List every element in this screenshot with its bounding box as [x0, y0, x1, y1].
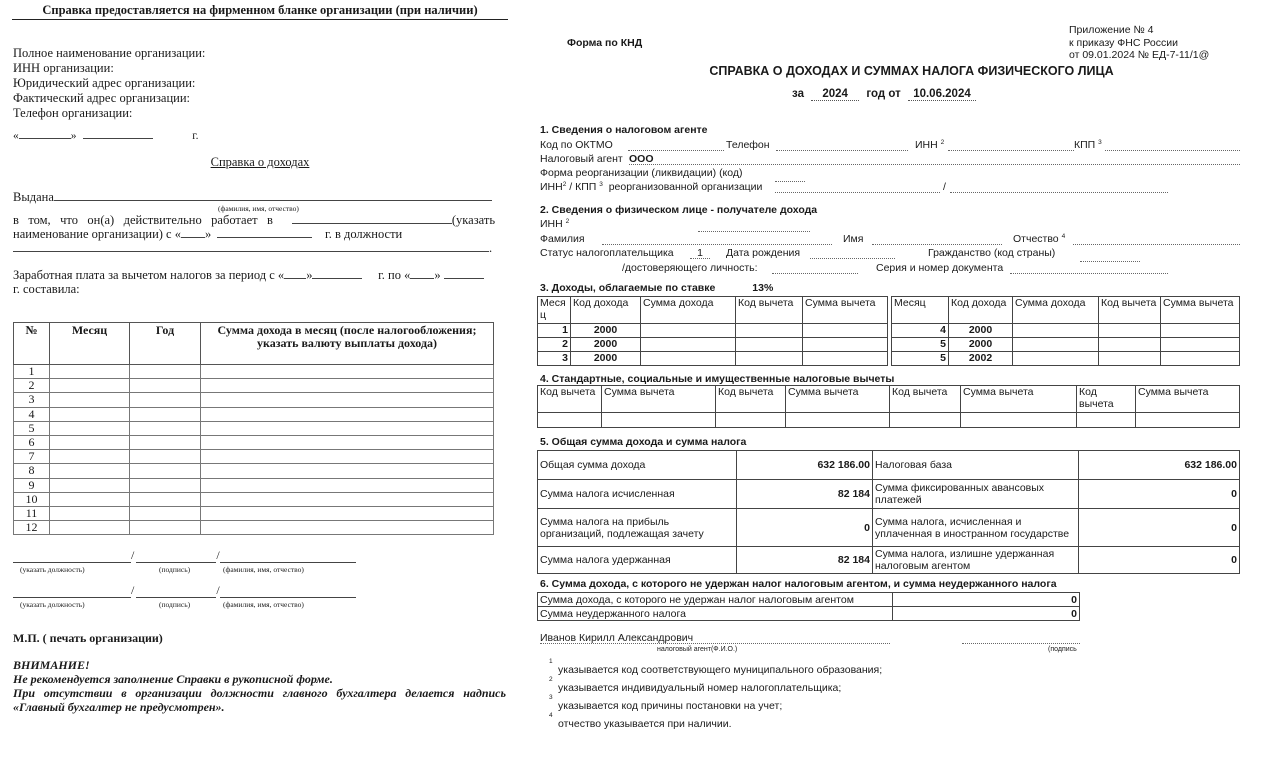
table-header-row [14, 323, 494, 365]
org-legal-address-label: Юридический адрес организации: [13, 76, 196, 90]
signatory-row [540, 632, 1255, 645]
income-code-cell: 2000 [949, 338, 1013, 352]
month-cell[interactable] [50, 365, 130, 379]
signature-block-1: / / (указать должность) (подпись) (фамилия, имя, отчество) [13, 548, 358, 574]
birth-date-field[interactable] [810, 247, 895, 259]
month-cell: 1 [538, 324, 571, 338]
unwithheld-value: 0 [893, 593, 1080, 607]
table-header-row: Меся ц Код дохода Сумма дохода Код вычета Сумма вычета [538, 297, 888, 324]
month-cell[interactable] [50, 521, 130, 535]
total-label: Сумма налога, излишне удержанная налоговым агентом [873, 547, 1079, 574]
month-cell[interactable] [50, 435, 130, 449]
doc-series-field[interactable] [1010, 262, 1168, 274]
table-row [538, 338, 888, 352]
deduction-sum-cell[interactable] [803, 352, 888, 366]
warning-note [13, 658, 506, 714]
deduction-sum-cell[interactable] [1161, 352, 1240, 366]
total-value: 632 186.00 [1079, 451, 1240, 480]
income-cell[interactable] [201, 407, 494, 421]
income-cell[interactable] [201, 421, 494, 435]
issued-to-field[interactable] [54, 190, 492, 201]
left-income-certificate [0, 0, 520, 777]
deduction-sum-cell[interactable] [1136, 413, 1240, 428]
year-cell[interactable] [130, 450, 201, 464]
reorg-inn-kpp-row: ИНН$^2$ / КПП $^3$ реорганизованной организации / [540, 181, 1255, 194]
start-day-field[interactable] [181, 227, 205, 238]
period-from-day-field[interactable] [284, 268, 306, 279]
section6-title: 6. Сумма дохода, с которого не удержан налог налоговым агентом, и сумма неудержанного налога [540, 578, 1057, 590]
year-field[interactable]: 2024 [811, 88, 859, 101]
stamp-label: М.П. ( печать организации) [13, 631, 163, 645]
income-cell[interactable] [201, 379, 494, 393]
income-cell[interactable] [201, 464, 494, 478]
total-label: Сумма налога удержанная [538, 547, 737, 574]
section5-title: 5. Общая сумма дохода и сумма налога [540, 436, 747, 448]
col-year: Год [130, 323, 201, 365]
income-code-cell: 2000 [571, 352, 641, 366]
first-name-field[interactable] [872, 233, 1002, 245]
footnote: 4 отчество указывается при наличии. [549, 712, 732, 730]
income-code-cell: 2002 [949, 352, 1013, 366]
row-number: 8 [14, 464, 50, 478]
month-cell[interactable] [50, 492, 130, 506]
year-cell[interactable] [130, 492, 201, 506]
agent-name-field[interactable]: ООО [629, 153, 1240, 165]
period-from-month-field[interactable] [312, 268, 362, 279]
total-value: 82 184 [737, 547, 873, 574]
signatory-sign-field[interactable] [962, 632, 1080, 644]
citizenship-field[interactable] [1080, 250, 1140, 262]
total-value: 0 [1079, 547, 1240, 574]
salary-paragraph: Заработная плата за вычетом налогов за период с « » г. по « » г. составила: [13, 268, 495, 296]
table-row [538, 593, 1080, 607]
deduction-code-cell[interactable] [736, 324, 803, 338]
total-value: 0 [1079, 509, 1240, 547]
deduction-sum-cell[interactable] [1161, 338, 1240, 352]
deduction-code-cell[interactable] [1099, 324, 1161, 338]
table-row [14, 450, 494, 464]
total-value: 82 184 [737, 480, 873, 509]
col-deduction-code: Код вычета [538, 386, 602, 413]
month-cell[interactable] [50, 506, 130, 520]
footnote: 1 указывается код соответствующего муниципального образования; [549, 658, 883, 676]
year-cell[interactable] [130, 506, 201, 520]
certificate-title: СПРАВКА О ДОХОДАХ И СУММАХ НАЛОГА ФИЗИЧЕСКОГО ЛИЦА [709, 64, 1114, 78]
org-full-name-label: Полное наименование организации: [13, 46, 206, 60]
month-cell[interactable] [50, 379, 130, 393]
total-label: Общая сумма дохода [538, 451, 737, 480]
deduction-code-cell[interactable] [736, 338, 803, 352]
table-row [538, 352, 888, 366]
agent-kpp-field[interactable] [1105, 139, 1240, 151]
position-signature-field[interactable] [13, 586, 131, 598]
total-label: Сумма налога на прибыль организаций, подлежащая зачету [538, 509, 737, 547]
recipient-inn-field[interactable] [698, 220, 810, 232]
recipient-status-row: Статус налогоплательщика 1 Дата рождения Гражданство (код страны) [540, 247, 1255, 260]
year-cell[interactable] [130, 365, 201, 379]
letterhead-note: Справка предоставляется на фирменном бланке организации (при наличии) [12, 3, 508, 20]
org-name-field[interactable] [292, 213, 452, 224]
deduction-sum-cell[interactable] [786, 413, 890, 428]
reorg-kpp-field[interactable] [950, 181, 1168, 193]
income-cell[interactable] [201, 521, 494, 535]
table-row [538, 451, 1240, 480]
recipient-name-row: Фамилия Имя Отчество $^4$ [540, 233, 1255, 246]
row-number: 3 [14, 393, 50, 407]
total-label: Сумма налога исчисленная [538, 480, 737, 509]
surname-field[interactable] [602, 233, 832, 245]
footnote: 3 указывается код причины постановки на учет; [549, 694, 783, 712]
month-cell: 2 [538, 338, 571, 352]
income-cell[interactable] [201, 506, 494, 520]
income-cell[interactable] [201, 492, 494, 506]
table-row [14, 492, 494, 506]
income-sum-cell[interactable] [641, 324, 736, 338]
deduction-sum-cell[interactable] [961, 413, 1077, 428]
income-cell[interactable] [201, 478, 494, 492]
deduction-sum-cell[interactable] [602, 413, 716, 428]
section3-title: 3. Доходы, облагаемые по ставке 13% [540, 282, 774, 294]
income-cell[interactable] [201, 365, 494, 379]
agent-codes-row: Код по ОКТМО Телефон ИНН $^2$ КПП $^3$ [540, 139, 1255, 152]
recipient-inn-row: ИНН $^2$ [540, 218, 1255, 231]
certificate-title: Справка о доходах [210, 155, 310, 169]
income-sum-cell[interactable] [641, 352, 736, 366]
month-cell: 5 [892, 352, 949, 366]
income-sum-cell[interactable] [1013, 338, 1099, 352]
deductions-table [537, 385, 1240, 428]
income-sum-cell[interactable] [1013, 324, 1099, 338]
tax-rate: 13% [752, 282, 774, 294]
month-cell[interactable] [50, 478, 130, 492]
footnote: 2 указывается индивидуальный номер налогоплательщика; [549, 676, 842, 694]
position-field[interactable] [13, 241, 489, 252]
id-doc-code-field[interactable] [772, 262, 858, 274]
table-row [892, 352, 1240, 366]
signature-field[interactable] [136, 551, 216, 563]
total-label: Налоговая база [873, 451, 1079, 480]
date-field[interactable]: 10.06.2024 [908, 88, 976, 101]
unwithheld-table [537, 592, 1080, 621]
month-cell[interactable] [50, 393, 130, 407]
col-deduction-sum: Сумма вычета [961, 386, 1077, 413]
table-row [14, 393, 494, 407]
period-to-month-field[interactable] [444, 268, 484, 279]
org-details [13, 46, 205, 121]
row-number: 1 [14, 365, 50, 379]
row-number: 10 [14, 492, 50, 506]
year-cell[interactable] [130, 521, 201, 535]
table-row [538, 480, 1240, 509]
issue-month-field[interactable] [83, 128, 153, 139]
table-row [538, 547, 1240, 574]
table-row [14, 464, 494, 478]
agent-name-row: Налоговый агент ООО [540, 153, 1255, 166]
monthly-income-table [13, 322, 494, 535]
org-inn-label: ИНН организации: [13, 61, 114, 75]
income-sum-cell[interactable] [641, 338, 736, 352]
col-monthly-income: Сумма дохода в месяц (после налогообложения; указать валюту выплаты дохода) [201, 323, 494, 365]
income-table-right [891, 296, 1240, 366]
recipient-doc-row: /достоверяющего личность: Серия и номер документа [540, 262, 1255, 275]
period-to-day-field[interactable] [410, 268, 434, 279]
agent-inn-field[interactable] [948, 139, 1074, 151]
row-number: 2 [14, 379, 50, 393]
col-deduction-sum: Сумма вычета [602, 386, 716, 413]
section2-title: 2. Сведения о физическом лице - получателе дохода [540, 204, 818, 216]
unwithheld-label: Сумма дохода, с которого не удержан налог налоговым агентом [538, 593, 893, 607]
row-number: 5 [14, 421, 50, 435]
deduction-sum-cell[interactable] [803, 324, 888, 338]
section1-title: 1. Сведения о налоговом агенте [540, 124, 708, 136]
status-field[interactable]: 1 [690, 247, 710, 259]
warning-title: ВНИМАНИЕ! [13, 658, 90, 672]
income-code-cell: 2000 [949, 324, 1013, 338]
table-row [14, 521, 494, 535]
deduction-code-cell[interactable] [736, 352, 803, 366]
row-number: 7 [14, 450, 50, 464]
income-cell[interactable] [201, 393, 494, 407]
reorg-inn-field[interactable] [775, 181, 940, 193]
warning-line-1: Не рекомендуется заполнение Справки в рукописной форме. [13, 672, 333, 686]
deduction-sum-cell[interactable] [803, 338, 888, 352]
start-month-field[interactable] [217, 227, 312, 238]
deduction-sum-cell[interactable] [1161, 324, 1240, 338]
total-value: 0 [737, 509, 873, 547]
row-number: 12 [14, 521, 50, 535]
month-cell: 5 [892, 338, 949, 352]
month-cell[interactable] [50, 421, 130, 435]
table-row [14, 506, 494, 520]
employment-paragraph: в том, что он(а) действительно работает в (указать наименование организации) с « » г. в должности . [13, 213, 496, 255]
full-name-signature-field[interactable] [220, 586, 356, 598]
year-cell[interactable] [130, 393, 201, 407]
total-value: 0 [1079, 480, 1240, 509]
year-cell[interactable] [130, 435, 201, 449]
col-deduction-code: Код вычета [1077, 386, 1136, 413]
table-row [538, 324, 888, 338]
issue-day-field[interactable] [19, 128, 71, 139]
issue-date-line: « » г. [13, 130, 199, 142]
section4-title: 4. Стандартные, социальные и имущественные налоговые вычеты [540, 373, 895, 385]
table-row [538, 607, 1080, 621]
row-number: 11 [14, 506, 50, 520]
totals-table [537, 450, 1240, 574]
table-row [14, 478, 494, 492]
col-deduction-code: Код вычета [890, 386, 961, 413]
col-deduction-sum: Сумма вычета [1136, 386, 1240, 413]
right-tax-certificate [530, 0, 1265, 777]
month-cell[interactable] [50, 407, 130, 421]
issued-to-line: Выдана (фамилия, имя, отчество) [13, 190, 495, 205]
month-cell: 3 [538, 352, 571, 366]
row-number: 9 [14, 478, 50, 492]
table-row [538, 509, 1240, 547]
income-cell[interactable] [201, 435, 494, 449]
table-row [892, 324, 1240, 338]
table-header-row [538, 386, 1240, 413]
deduction-code-cell[interactable] [1099, 338, 1161, 352]
row-number: 4 [14, 407, 50, 421]
row-number: 6 [14, 435, 50, 449]
deduction-code-cell[interactable] [716, 413, 786, 428]
deduction-code-cell[interactable] [538, 413, 602, 428]
income-sum-cell[interactable] [1013, 352, 1099, 366]
year-cell[interactable] [130, 407, 201, 421]
form-knd-label: Форма по КНД [567, 37, 643, 49]
full-name-signature-field[interactable] [220, 551, 356, 563]
reorg-form-row: Форма реорганизации (ликвидации) (код) [540, 167, 1255, 180]
col-deduction-code: Код вычета [716, 386, 786, 413]
table-row [14, 365, 494, 379]
income-cell[interactable] [201, 450, 494, 464]
month-cell[interactable] [50, 450, 130, 464]
appendix-note: Приложение № 4 к приказу ФНС России от 09.01.2024 № ЕД-7-11/1@ [1069, 24, 1210, 61]
total-value: 632 186.00 [737, 451, 873, 480]
income-code-cell: 2000 [571, 338, 641, 352]
deduction-code-cell[interactable] [1099, 352, 1161, 366]
deduction-code-cell[interactable] [890, 413, 961, 428]
org-actual-address-label: Фактический адрес организации: [13, 91, 191, 105]
signatory-name-field[interactable]: Иванов Кирилл Александрович [540, 632, 890, 644]
col-number: № [14, 323, 50, 365]
year-cell[interactable] [130, 478, 201, 492]
table-header-row: Месяц Код дохода Сумма дохода Код вычета Сумма вычета [892, 297, 1240, 324]
table-row [538, 413, 1240, 428]
year-cell[interactable] [130, 421, 201, 435]
year-date-line: за 2024 год от 10.06.2024 [792, 88, 976, 101]
agent-phone-field[interactable] [776, 139, 908, 151]
table-row [14, 421, 494, 435]
total-label: Сумма фиксированных авансовых платежей [873, 480, 1079, 509]
unwithheld-value: 0 [893, 607, 1080, 621]
oktmo-field[interactable] [628, 139, 724, 151]
warning-line-2: При отсутствии в организации должности главного бухгалтера делается надпись «Главный бухгалтер не предусмотрен». [13, 686, 506, 714]
table-row [14, 435, 494, 449]
year-cell[interactable] [130, 464, 201, 478]
income-code-cell: 2000 [571, 324, 641, 338]
col-deduction-sum: Сумма вычета [786, 386, 890, 413]
patronymic-field[interactable] [1073, 233, 1240, 245]
signature-block-2: / / (указать должность) (подпись) (фамилия, имя, отчество) [13, 583, 358, 609]
total-label: Сумма налога, исчисленная и уплаченная в иностранном государстве [873, 509, 1079, 547]
income-table-left [537, 296, 888, 366]
signature-field[interactable] [136, 586, 216, 598]
col-month: Месяц [50, 323, 130, 365]
signatory-captions: налоговый агент(Ф.И.О.) (подпись [657, 646, 1077, 653]
table-row [892, 338, 1240, 352]
year-cell[interactable] [130, 379, 201, 393]
unwithheld-label: Сумма неудержанного налога [538, 607, 893, 621]
position-signature-field[interactable] [13, 551, 131, 563]
month-cell[interactable] [50, 464, 130, 478]
org-phone-label: Телефон организации: [13, 106, 133, 120]
table-row [14, 379, 494, 393]
month-cell: 4 [892, 324, 949, 338]
deduction-code-cell[interactable] [1077, 413, 1136, 428]
table-row [14, 407, 494, 421]
